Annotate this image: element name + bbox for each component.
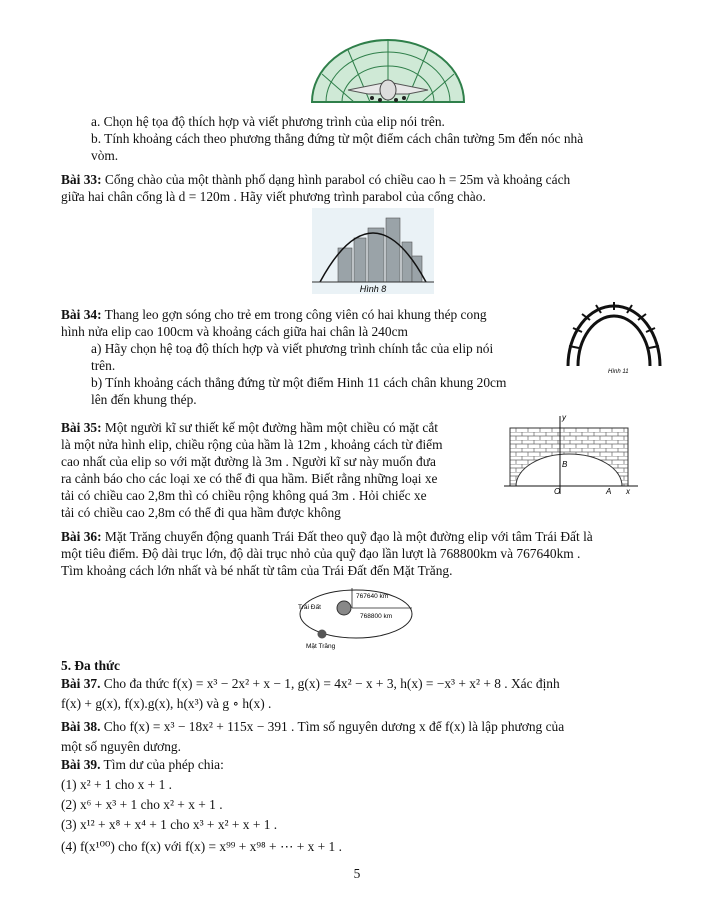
bai39-item2: (2) x⁶ + x³ + 1 cho x² + x + 1 .: [61, 797, 223, 812]
item-b-line1: b. Tính khoảng cách theo phương thẳng đứng từ một điểm cách chân tường 5m đến nóc nhà: [91, 131, 584, 146]
bai36-line3: Tìm khoảng cách lớn nhất và bé nhất từ tâm của Trái Đất đến Mặt Trăng.: [61, 563, 453, 578]
bai35-label: Bài 35:: [61, 420, 102, 435]
item-b-line2: vòm.: [91, 148, 119, 163]
fig8-caption: Hình 8: [359, 284, 387, 294]
bai39-item3: (3) x¹² + x⁸ + x⁴ + 1 cho x³ + x² + x + 1 .: [61, 817, 278, 832]
bai34-a2: trên.: [91, 358, 116, 373]
bai34-line2: hình nửa elip cao 100cm và khoảng cách giữa hai chân là 240cm: [61, 324, 408, 339]
parabola-gate-figure: [312, 208, 434, 294]
bai33-label: Bài 33:: [61, 172, 102, 187]
bai35-line5: tải có chiều cao 2,8m thì có chiều rộng không quá 3m . Hỏi chiếc xe: [61, 488, 427, 503]
bai35-line6: tải có chiều cao 2,8m có thể đi qua hầm được không: [61, 505, 341, 520]
fig11-caption: Hình 11: [608, 369, 629, 375]
svg-text:A: A: [606, 487, 612, 496]
bai35-line1: Bài 35: Một người kĩ sư thiết kế một đường hầm một chiều có mặt cắt: [61, 420, 438, 435]
svg-text:768800 km: 768800 km: [360, 613, 393, 620]
arch-ladder-figure: [562, 296, 666, 376]
svg-text:O: O: [554, 487, 561, 496]
bai36-line2: một tiêu điểm. Độ dài trục lớn, độ dài trục nhỏ của quỹ đạo lần lượt là 768800km và 767640km .: [61, 546, 581, 561]
bai39-line0: Bài 39. Tìm dư của phép chia:: [61, 757, 224, 772]
svg-text:Mặt Trăng: Mặt Trăng: [306, 643, 336, 650]
svg-text:767640 km: 767640 km: [356, 593, 389, 600]
bai34-line1: Bài 34: Thang leo gợn sóng cho trẻ em trong công viên có hai khung thép cong: [61, 307, 487, 322]
bai35-line3: cao nhất của elip so với mặt đường là 3m . Người kĩ sư này muốn đưa: [61, 454, 436, 469]
bai36-line1: Bài 36: Mặt Trăng chuyển động quanh Trái Đất theo quỹ đạo là một đường elip với tâm Trái Đất là: [61, 529, 593, 544]
dome-hangar-figure: [308, 38, 468, 104]
svg-text:Trái Đất: Trái Đất: [298, 604, 321, 611]
tunnel-figure: [504, 408, 644, 500]
svg-text:y: y: [562, 413, 566, 422]
bai37-line2: f(x) + g(x), f(x).g(x), h(x³) và g ∘ h(x) .: [61, 696, 272, 711]
bai36-label: Bài 36:: [61, 529, 102, 544]
bai37-label: Bài 37.: [61, 676, 101, 691]
bai38-label: Bài 38.: [61, 719, 101, 734]
section-title: 5. Đa thức: [61, 658, 120, 673]
bai33-line2: giữa hai chân cổng là d = 120m . Hãy viết phương trình parabol của cổng chào.: [61, 189, 486, 204]
bai35-line4: ra cảnh báo cho các loại xe có thể đi qua hầm. Biết rằng những loại xe: [61, 471, 438, 486]
item-a: a. Chọn hệ tọa độ thích hợp và viết phương trình của elip nói trên.: [91, 114, 445, 129]
bai34-b1: b) Tính khoảng cách thẳng đứng từ một điểm Hinh 11 cách chân khung 20cm: [91, 375, 507, 390]
svg-text:B: B: [562, 460, 568, 469]
bai39-label: Bài 39.: [61, 757, 101, 772]
bai33-line1: Bài 33: Cổng chào của một thành phố dạng hình parabol có chiều cao h = 25m và khoảng cách: [61, 172, 571, 187]
bai38-line2: một số nguyên dương.: [61, 739, 181, 754]
bai39-item4: (4) f(x¹⁰⁰) cho f(x) với f(x) = x⁹⁹ + x⁹⁸ + ⋯ + x + 1 .: [61, 839, 342, 854]
page-number: 5: [353, 866, 361, 881]
bai34-label: Bài 34:: [61, 307, 102, 322]
bai37-line1: Bài 37. Cho đa thức f(x) = x³ − 2x² + x − 1, g(x) = 4x² − x + 3, h(x) = −x³ + x² + 8 . Xác định: [61, 676, 560, 691]
bai34-b2: lên đến khung thép.: [91, 392, 197, 407]
bai38-line1: Bài 38. Cho f(x) = x³ − 18x² + 115x − 391 . Tìm số nguyên dương x để f(x) là lập phương của: [61, 719, 565, 734]
svg-text:x: x: [626, 487, 630, 496]
bai34-a1: a) Hãy chọn hệ toạ độ thích hợp và viết phương trình chính tắc của elip nói: [91, 341, 494, 356]
bai39-item1: (1) x² + 1 cho x + 1 .: [61, 777, 172, 792]
bai35-line2: là một nửa hình elip, chiều rộng của hầm là 12m , khoảng cách từ điểm: [61, 437, 443, 452]
orbit-figure: [296, 584, 420, 652]
